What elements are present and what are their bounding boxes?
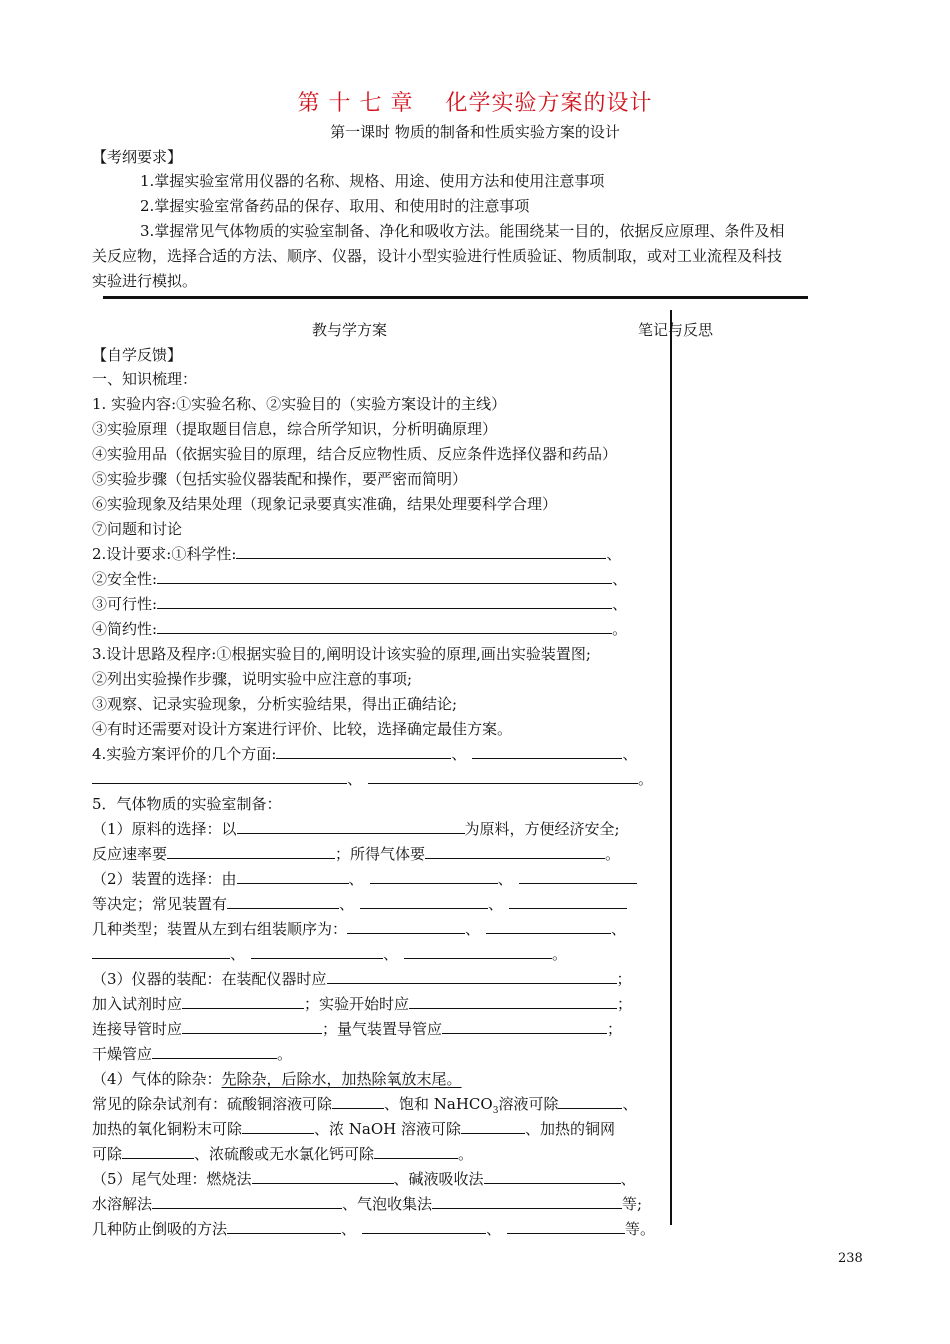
answer-blank[interactable] (237, 819, 465, 834)
answer-blank[interactable] (157, 569, 612, 584)
content-line-2: ③实验原理（提取题目信息，综合所学知识，分析明确原理） (92, 420, 498, 438)
device-line-2 (92, 892, 627, 916)
punct: 、 (620, 1170, 636, 1188)
punct: 、 (383, 945, 399, 963)
punct: 。 (605, 845, 621, 863)
design-req-safety (92, 567, 627, 591)
requirements-heading: 【考纲要求】 (92, 148, 183, 166)
label: 、饱和 NaHCO (384, 1095, 493, 1113)
requirement-item-3-line-2: 关反应物，选择合适的方法、顺序、仪器，设计小型实验进行性质验证、物质制取，或对工业流程及科技 (92, 247, 783, 265)
label: （4）气体的除杂： (92, 1070, 222, 1088)
answer-blank[interactable] (360, 894, 488, 909)
answer-blank[interactable] (182, 1019, 322, 1034)
punct: 。 (612, 620, 628, 638)
chapter-name: 化学实验方案的设计 (445, 91, 653, 116)
label: （3）仪器的装配：在装配仪器时应 (92, 970, 327, 988)
impurity-line-3 (92, 1117, 615, 1141)
label: 、气泡收集法 (342, 1195, 433, 1213)
answer-blank[interactable] (507, 1219, 625, 1234)
label: 、浓硫酸或无水氯化钙可除 (194, 1145, 375, 1163)
label: 等; (622, 1195, 643, 1213)
label: 、浓 NaOH 溶液可除 (314, 1120, 461, 1138)
punct: 、 (611, 920, 627, 938)
answer-blank[interactable] (404, 944, 552, 959)
content-line-6: ⑦问题和讨论 (92, 520, 183, 538)
answer-blank[interactable] (332, 1094, 384, 1109)
answer-blank[interactable] (425, 844, 605, 859)
answer-blank[interactable] (362, 1219, 486, 1234)
label: 几种类型；装置从左到右组装顺序为： (92, 920, 348, 938)
punct: 、 (488, 895, 504, 913)
punct: 、 (606, 545, 622, 563)
label: 常见的除杂试剂有：硫酸铜溶液可除 (92, 1095, 333, 1113)
punct: 、 (230, 945, 246, 963)
label: （1）原料的选择：以 (92, 820, 237, 838)
punct: 。 (458, 1145, 474, 1163)
content-line-1: 1. 实验内容:①实验名称、②实验目的（实验方案设计的主线） (92, 395, 507, 413)
punct: 、 (622, 1095, 638, 1113)
tail-gas-line-3 (92, 1217, 655, 1241)
punct: 、 (497, 870, 513, 888)
label: ；量气装置导管应 (322, 1020, 443, 1038)
design-req-label: 2.设计要求:①科学性: (92, 545, 237, 563)
content-line-5: ⑥实验现象及结果处理（现象记录要真实准确，结果处理要科学合理） (92, 495, 558, 513)
assembly-line-2 (92, 992, 632, 1016)
answer-blank[interactable] (252, 1169, 394, 1184)
answer-blank[interactable] (152, 1044, 277, 1059)
answer-blank[interactable] (558, 1094, 622, 1109)
raw-material-line-2 (92, 842, 620, 866)
device-line-4 (92, 942, 567, 966)
column-header-left: 教与学方案 (312, 321, 388, 339)
answer-blank[interactable] (182, 994, 304, 1009)
label: 水溶解法 (92, 1195, 153, 1213)
punct: 、 (622, 745, 638, 763)
label: 加热的氧化铜粉末可除 (92, 1120, 243, 1138)
section-divider (103, 296, 808, 299)
label: 为原料，方便经济安全; (464, 820, 620, 838)
punct: 、 (612, 595, 628, 613)
label: 反应速率要 (92, 845, 168, 863)
answer-blank[interactable] (374, 1144, 458, 1159)
column-divider (670, 310, 672, 1225)
punct: 、 (347, 770, 363, 788)
punct: 、 (451, 745, 467, 763)
section-heading: 一、知识梳理： (92, 370, 198, 388)
answer-blank[interactable] (276, 744, 451, 759)
design-req-scientific (92, 542, 621, 566)
label: ；实验开始时应 (304, 995, 410, 1013)
answer-blank[interactable] (122, 1144, 194, 1159)
label: 等。 (625, 1220, 656, 1238)
feedback-heading: 【自学反馈】 (92, 346, 183, 364)
punct: 、 (341, 1220, 357, 1238)
label: 干燥管应 (92, 1045, 153, 1063)
answer-blank[interactable] (242, 1119, 314, 1134)
punct: 。 (638, 770, 654, 788)
label: 连接导管时应 (92, 1020, 183, 1038)
answer-blank[interactable] (152, 1194, 342, 1209)
label: 几种防止倒吸的方法 (92, 1220, 228, 1238)
requirement-item-1: 1.掌握实验室常用仪器的名称、规格、用途、使用方法和使用注意事项 (140, 172, 605, 190)
answer-blank[interactable] (368, 769, 638, 784)
punct: 、 (465, 920, 481, 938)
label: 可除 (92, 1145, 123, 1163)
content-line-3: ④实验用品（依据实验目的原理，结合反应物性质、反应条件选择仪器和药品） (92, 445, 618, 463)
answer-blank[interactable] (519, 869, 637, 884)
assembly-line-1 (92, 967, 632, 991)
answer-blank[interactable] (167, 844, 335, 859)
answer-blank[interactable] (370, 869, 498, 884)
evaluation-line-2 (92, 767, 653, 791)
label: 溶液可除 (498, 1095, 559, 1113)
design-req-simplicity (92, 617, 627, 641)
answer-blank[interactable] (484, 1169, 621, 1184)
design-idea-3: ③观察、记录实验现象，分析实验结果，得出正确结论; (92, 695, 458, 713)
design-idea-4: ④有时还需要对设计方案进行评价、比较，选择确定最佳方案。 (92, 720, 513, 738)
lesson-subtitle: 第一课时 物质的制备和性质实验方案的设计 (330, 123, 620, 141)
column-header-right: 笔记与反思 (638, 321, 714, 339)
requirement-item-3-line-3: 实验进行模拟。 (92, 272, 198, 290)
punct: ； (617, 995, 633, 1013)
impurity-line-1 (92, 1067, 462, 1091)
content-line-4: ⑤实验步骤（包括实验仪器装配和操作，要严密而简明） (92, 470, 468, 488)
label: （5）尾气处理：燃烧法 (92, 1170, 252, 1188)
assembly-line-3 (92, 1017, 622, 1041)
label: 加入试剂时应 (92, 995, 183, 1013)
subscript: 3 (492, 1106, 499, 1116)
punct: ； (607, 1020, 623, 1038)
device-line-3 (92, 917, 626, 941)
answer-blank[interactable] (251, 944, 383, 959)
punct: 、 (612, 570, 628, 588)
gas-heading: 5．气体物质的实验室制备： (92, 795, 282, 813)
answer-blank[interactable] (347, 919, 465, 934)
punct: 、 (339, 895, 355, 913)
answer-blank[interactable] (432, 1194, 622, 1209)
design-idea-2: ②列出实验操作步骤，说明实验中应注意的事项; (92, 670, 413, 688)
answer-blank[interactable] (157, 619, 612, 634)
chapter-number: 第十七章 (297, 91, 422, 116)
evaluation-label: 4.实验方案评价的几个方面: (92, 745, 277, 763)
answer-blank[interactable] (327, 969, 617, 984)
raw-material-line-1 (92, 817, 620, 841)
design-idea-1: 3.设计思路及程序:①根据实验目的,阐明设计该实验的原理,画出实验装置图; (92, 645, 591, 663)
label: 、加热的铜网 (525, 1120, 616, 1138)
chapter-title (0, 86, 950, 117)
answer-blank[interactable] (92, 769, 347, 784)
answer-blank[interactable] (472, 744, 622, 759)
impurity-line-4 (92, 1142, 473, 1166)
design-req-label: ②安全性: (92, 570, 158, 588)
design-req-label: ③可行性: (92, 595, 158, 613)
punct: 、 (348, 870, 364, 888)
punct: 。 (277, 1045, 293, 1063)
punct: 、 (486, 1220, 502, 1238)
answer-blank[interactable] (409, 994, 617, 1009)
evaluation-line-1 (92, 742, 637, 766)
answer-blank[interactable] (227, 894, 339, 909)
answer-blank[interactable] (227, 1219, 341, 1234)
requirement-item-2: 2.掌握实验室常备药品的保存、取用、和使用时的注意事项 (140, 197, 530, 215)
label: 、碱液吸收法 (393, 1170, 484, 1188)
answer-blank[interactable] (461, 1119, 525, 1134)
answer-blank[interactable] (92, 944, 230, 959)
punct: ； (616, 970, 632, 988)
answer-blank[interactable] (237, 869, 349, 884)
answer-blank[interactable] (236, 544, 606, 559)
page-number: 238 (838, 1251, 863, 1266)
label: 等决定；常见装置有 (92, 895, 228, 913)
tail-gas-line-1 (92, 1167, 636, 1191)
requirement-item-3-line-1: 3.掌握常见气体物质的实验室制备、净化和吸收方法。能围绕某一目的，依据反应原理、条件及相 (140, 222, 785, 240)
design-req-feasibility (92, 592, 627, 616)
answer-blank[interactable] (157, 594, 612, 609)
device-line-1 (92, 867, 637, 891)
punct: 。 (552, 945, 568, 963)
impurity-rule: 先除杂，后除水，加热除氧放末尾。 (221, 1070, 462, 1088)
answer-blank[interactable] (486, 919, 611, 934)
answer-blank[interactable] (442, 1019, 607, 1034)
label: （2）装置的选择：由 (92, 870, 237, 888)
label: ；所得气体要 (335, 845, 426, 863)
assembly-line-4 (92, 1042, 292, 1066)
design-req-label: ④简约性: (92, 620, 158, 638)
answer-blank[interactable] (509, 894, 627, 909)
tail-gas-line-2 (92, 1192, 642, 1216)
